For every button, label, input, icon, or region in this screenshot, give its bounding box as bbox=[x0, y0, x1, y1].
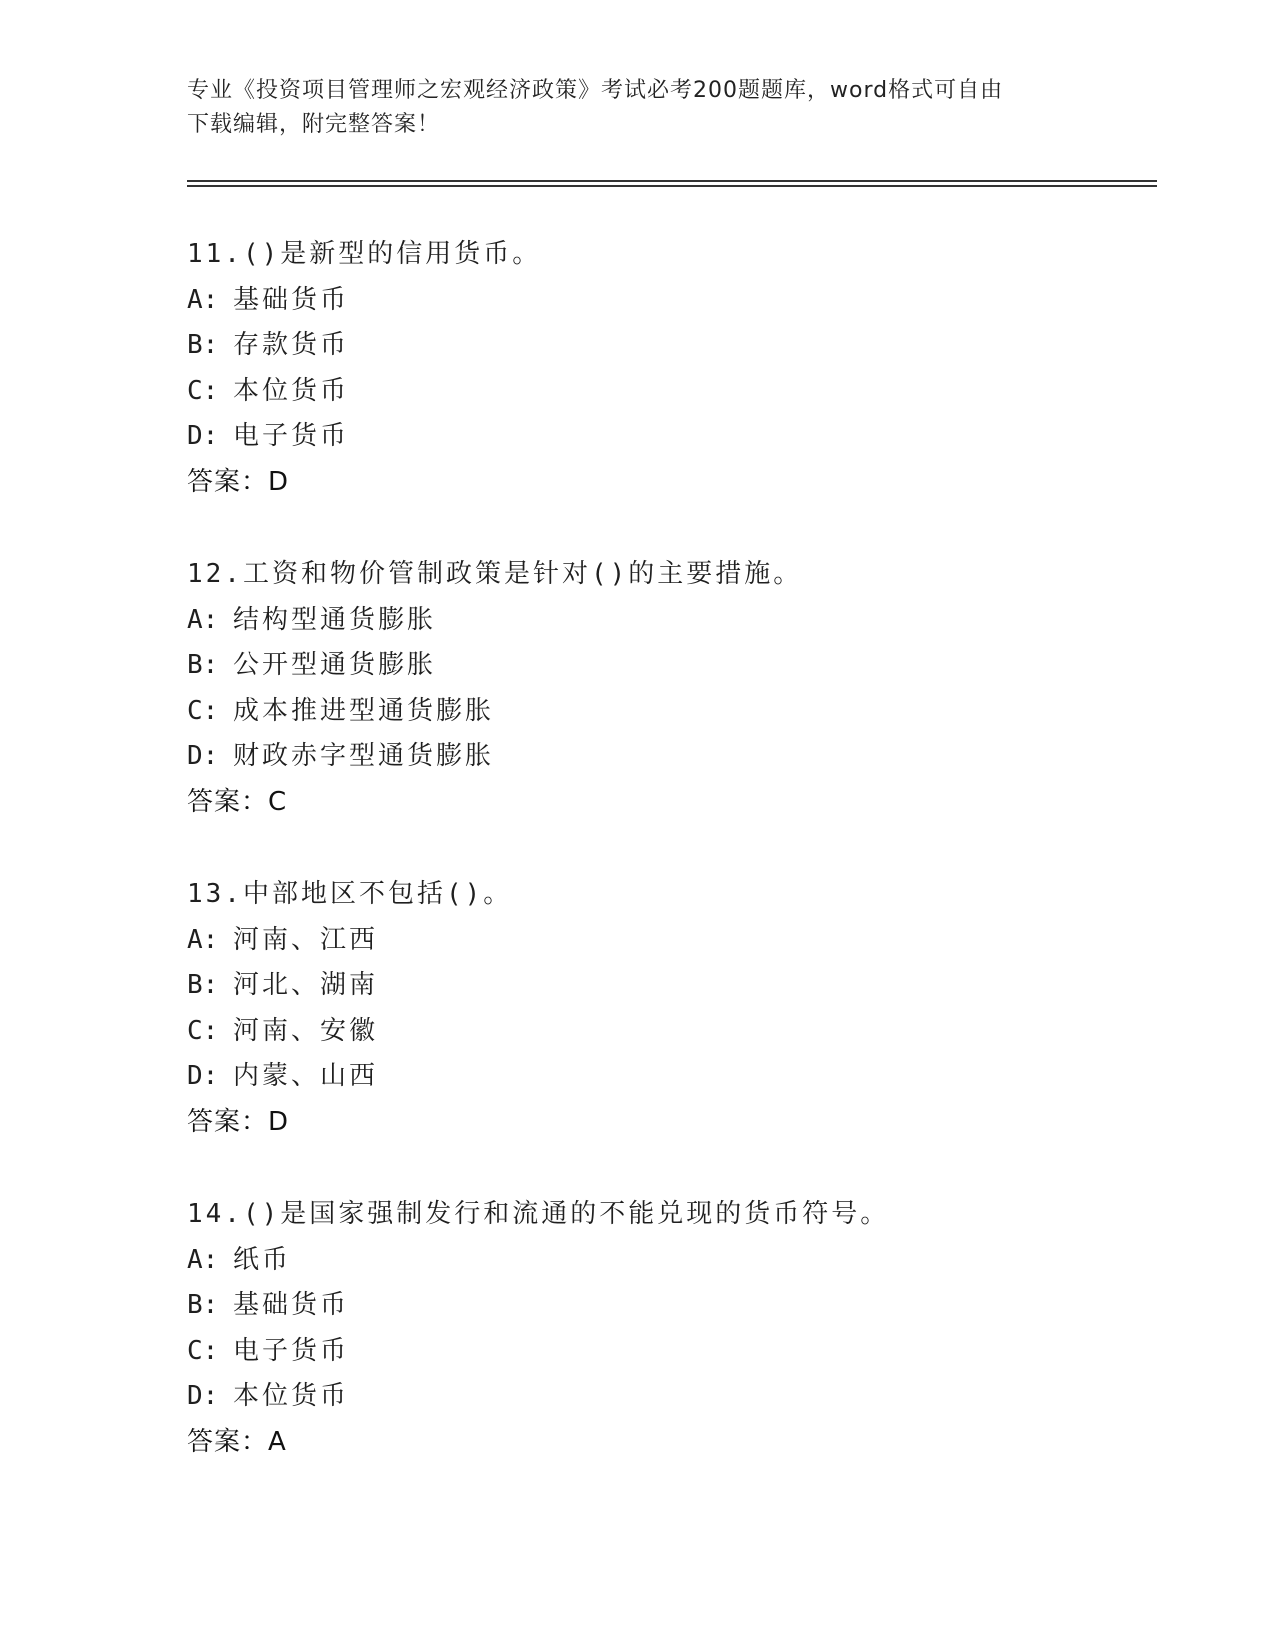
option-a bbox=[187, 918, 1157, 964]
document-page bbox=[187, 0, 1157, 1650]
question-stem: 11.()是新型的信用货币。 bbox=[187, 239, 542, 269]
option-letter: D: bbox=[187, 1061, 219, 1091]
option-text: 存款货币 bbox=[233, 330, 350, 360]
option-text: 本位货币 bbox=[233, 1381, 350, 1411]
option-text: 河北、湖南 bbox=[233, 970, 379, 1000]
option-a bbox=[187, 1238, 1157, 1284]
option-text: 河南、江西 bbox=[233, 924, 379, 955]
option-letter: C: bbox=[187, 1335, 219, 1366]
answer-line: 答案：A bbox=[187, 1426, 287, 1457]
option-b bbox=[187, 643, 1157, 689]
option-text: 电子货币 bbox=[233, 421, 350, 451]
option-text: 纸币 bbox=[233, 1244, 292, 1275]
option-c bbox=[187, 689, 1157, 735]
header-divider-bottom bbox=[187, 185, 1157, 187]
header-line-1: 专业《投资项目管理师之宏观经济政策》考试必考200题题库，word格式可自由 bbox=[187, 78, 1004, 103]
question-list bbox=[187, 232, 1157, 1512]
answer-line: 答案：D bbox=[187, 466, 290, 497]
option-letter: B: bbox=[187, 650, 219, 680]
answer-line: 答案：C bbox=[187, 786, 288, 817]
header-divider-top bbox=[187, 180, 1157, 182]
option-letter: A: bbox=[187, 1244, 219, 1275]
question-14 bbox=[187, 1192, 1157, 1512]
option-d bbox=[187, 1374, 1157, 1420]
option-letter: D: bbox=[187, 421, 219, 451]
option-letter: A: bbox=[187, 604, 219, 635]
option-text: 本位货币 bbox=[233, 375, 350, 406]
option-d bbox=[187, 414, 1157, 460]
option-letter: B: bbox=[187, 970, 219, 1000]
header-line-2: 下载编辑，附完整答案！ bbox=[187, 112, 441, 137]
option-letter: D: bbox=[187, 741, 219, 771]
option-letter: B: bbox=[187, 1290, 219, 1320]
option-text: 结构型通货膨胀 bbox=[233, 604, 437, 635]
option-text: 河南、安徽 bbox=[233, 1015, 379, 1046]
option-text: 财政赤字型通货膨胀 bbox=[233, 741, 495, 771]
option-c bbox=[187, 369, 1157, 415]
option-text: 基础货币 bbox=[233, 284, 350, 315]
answer-line: 答案：D bbox=[187, 1106, 290, 1137]
option-c bbox=[187, 1009, 1157, 1055]
option-text: 公开型通货膨胀 bbox=[233, 650, 437, 680]
option-a bbox=[187, 598, 1157, 644]
option-b bbox=[187, 323, 1157, 369]
option-text: 电子货币 bbox=[233, 1335, 350, 1366]
option-letter: D: bbox=[187, 1381, 219, 1411]
document-header bbox=[187, 74, 1067, 142]
option-letter: A: bbox=[187, 924, 219, 955]
option-text: 基础货币 bbox=[233, 1290, 350, 1320]
option-c bbox=[187, 1329, 1157, 1375]
question-stem: 12.工资和物价管制政策是针对()的主要措施。 bbox=[187, 559, 803, 589]
question-stem: 13.中部地区不包括()。 bbox=[187, 879, 513, 909]
question-13 bbox=[187, 872, 1157, 1192]
option-letter: C: bbox=[187, 695, 219, 726]
question-12 bbox=[187, 552, 1157, 872]
question-stem: 14.()是国家强制发行和流通的不能兑现的货币符号。 bbox=[187, 1199, 890, 1229]
option-text: 内蒙、山西 bbox=[233, 1061, 379, 1091]
option-letter: A: bbox=[187, 284, 219, 315]
option-b bbox=[187, 1283, 1157, 1329]
option-letter: C: bbox=[187, 1015, 219, 1046]
option-d bbox=[187, 1054, 1157, 1100]
option-d bbox=[187, 734, 1157, 780]
option-letter: B: bbox=[187, 330, 219, 360]
option-text: 成本推进型通货膨胀 bbox=[233, 695, 495, 726]
option-b bbox=[187, 963, 1157, 1009]
option-a bbox=[187, 278, 1157, 324]
option-letter: C: bbox=[187, 375, 219, 406]
question-11 bbox=[187, 232, 1157, 552]
